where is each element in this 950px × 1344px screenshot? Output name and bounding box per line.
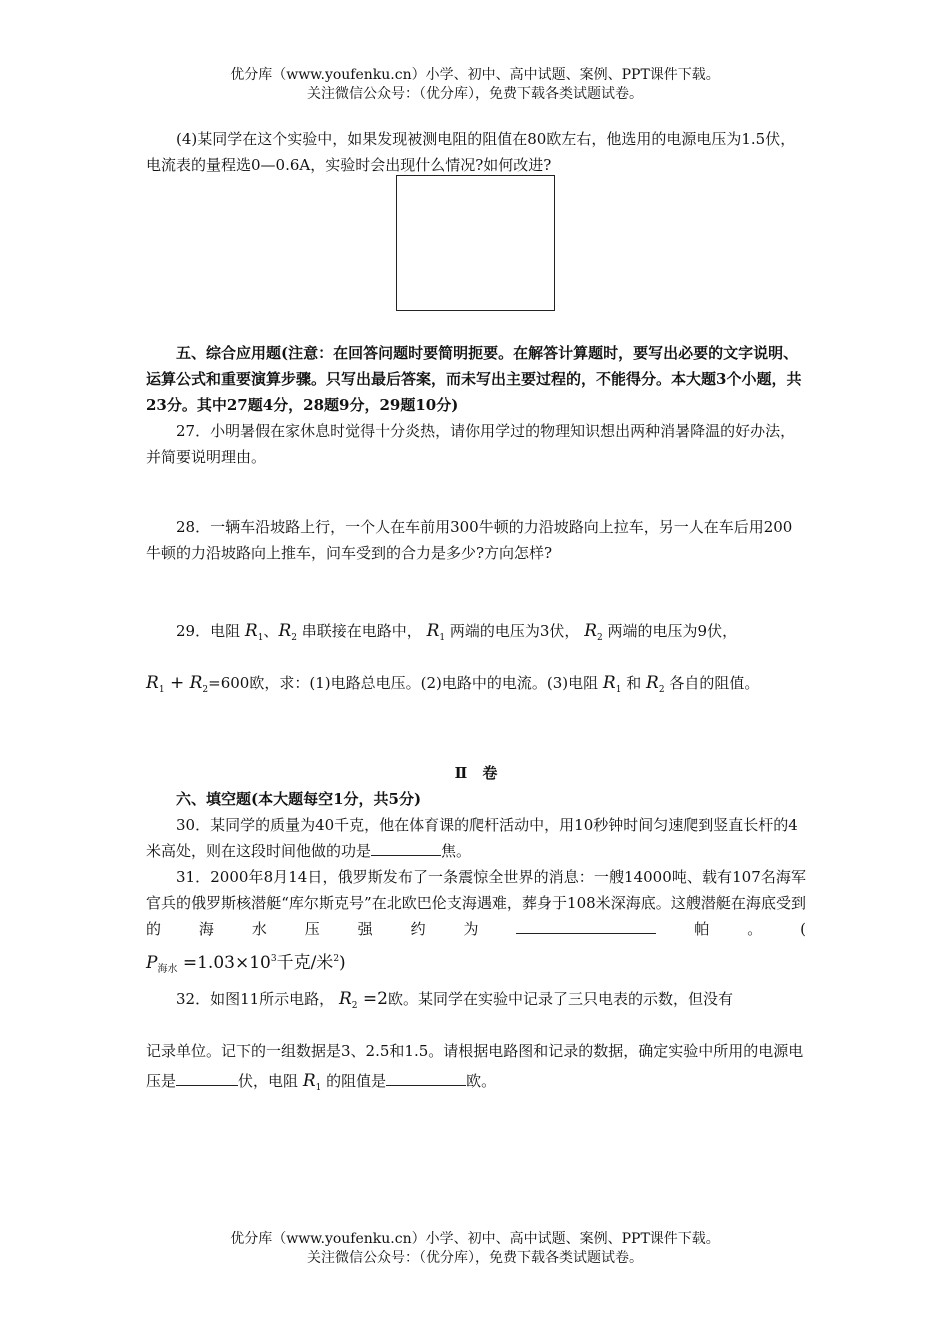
symbol-r2: $R_2$ — [278, 621, 297, 643]
symbol-r1: $R_1$ — [302, 1071, 322, 1093]
question-30: 30．某同学的质量为40千克，他在体育课的爬杆活动中，用10秒钟时间匀速爬到竖直长杆的4米高处，则在这段时间他做的功是 焦。 — [146, 816, 798, 860]
symbol-r2: $R_2$ — [584, 621, 603, 643]
footer-line-2: 关注微信公众号：（优分库），免费下载各类试题试卷。 — [307, 1250, 643, 1266]
header-line-1: 优分库（www.youfenku.cn）小学、初中、高中试题、案例、PPT课件下载。 — [230, 67, 720, 83]
answer-blank-31[interactable] — [516, 917, 656, 934]
section-5-heading: 五、综合应用题(注意：在回答问题时要简明扼要。在解答计算题时，要写出必要的文字说明、运算公式和重要演算步骤。只写出最后答案，而未写出主要过程的，不能得分。本大题3个小题，共23分。其中27题4分，28题9分，29题10分) — [146, 344, 802, 414]
volume-2-title: Ⅱ 卷 — [454, 764, 498, 782]
answer-blank-32b[interactable] — [386, 1069, 466, 1086]
section-6-heading: 六、填空题(本大题每空1分，共5分) — [176, 790, 422, 808]
question-28: 28．一辆车沿坡路上行，一个人在车前用300牛顿的力沿坡路向上拉车，另一人在车后用200牛顿的力沿坡路向上推车，问车受到的合力是多少?方向怎样? — [146, 518, 793, 562]
answer-blank-32a[interactable] — [176, 1069, 238, 1086]
question-31-formula — [146, 944, 806, 985]
page-footer — [0, 1230, 950, 1268]
symbol-r2: $R_2$ — [646, 673, 665, 695]
question-29-line-1: 29．电阻 $R_1$、$R_2$ 串联接在电路中， $R_1$ 两端的电压为3伏， $R_2$ 两端的电压为9伏， — [176, 621, 738, 643]
seawater-density-formula: $P_{海水} =1.03\times 10^3$千克/米$^2$) — [146, 953, 346, 975]
question-27: 27．小明暑假在家休息时觉得十分炎热，请你用学过的物理知识想出两种消暑降温的好办法，并简要说明理由。 — [146, 422, 796, 466]
footer-line-1: 优分库（www.youfenku.cn）小学、初中、高中试题、案例、PPT课件下载。 — [230, 1231, 720, 1247]
formula-r1-plus-r2: $R_1 + R_2$ — [146, 673, 209, 695]
question-4: (4)某同学在这个实验中，如果发现被测电阻的阻值在80欧左右，他选用的电源电压为1.5伏，电流表的量程选0—0.6A，实验时会出现什么情况?如何改进? — [146, 130, 796, 174]
question-31: 31．2000年8月14日，俄罗斯发布了一条震惊全世界的消息：一艘14000吨、载有107名海军官兵的俄罗斯核潜艇“库尔斯克号”在北欧巴伦支海遇难，葬身于108米深海底。这艘潜艇在海底受到的海水压强约为 帕。( — [146, 868, 806, 938]
symbol-r1: $R_1$ — [602, 673, 622, 695]
symbol-r1: $R_1$ — [426, 621, 446, 643]
answer-blank-30[interactable] — [371, 839, 441, 856]
header-line-2: 关注微信公众号：（优分库），免费下载各类试题试卷。 — [307, 86, 643, 102]
question-32-line-1: 32．如图11所示电路， $R_2 =2$欧。某同学在实验中记录了三只电表的示数，但没有 — [176, 989, 733, 1011]
symbol-r1: $R_1$ — [244, 621, 264, 643]
page-header — [0, 66, 950, 104]
answer-box — [396, 175, 555, 311]
question-32-line-2: 记录单位。记下的一组数据是3、2.5和1.5。请根据电路图和记录的数据，确定实验中所用的电源电压是 伏，电阻 $R_1$ 的阻值是 欧。 — [146, 1042, 804, 1093]
question-29-line-2: $R_1 + R_2=600$欧，求：(1)电路总电压。(2)电路中的电流。(3)电阻 $R_1$ 和 $R_2$ 各自的阻值。 — [146, 673, 760, 695]
symbol-r2-value: $R_2 =2$ — [338, 989, 388, 1011]
